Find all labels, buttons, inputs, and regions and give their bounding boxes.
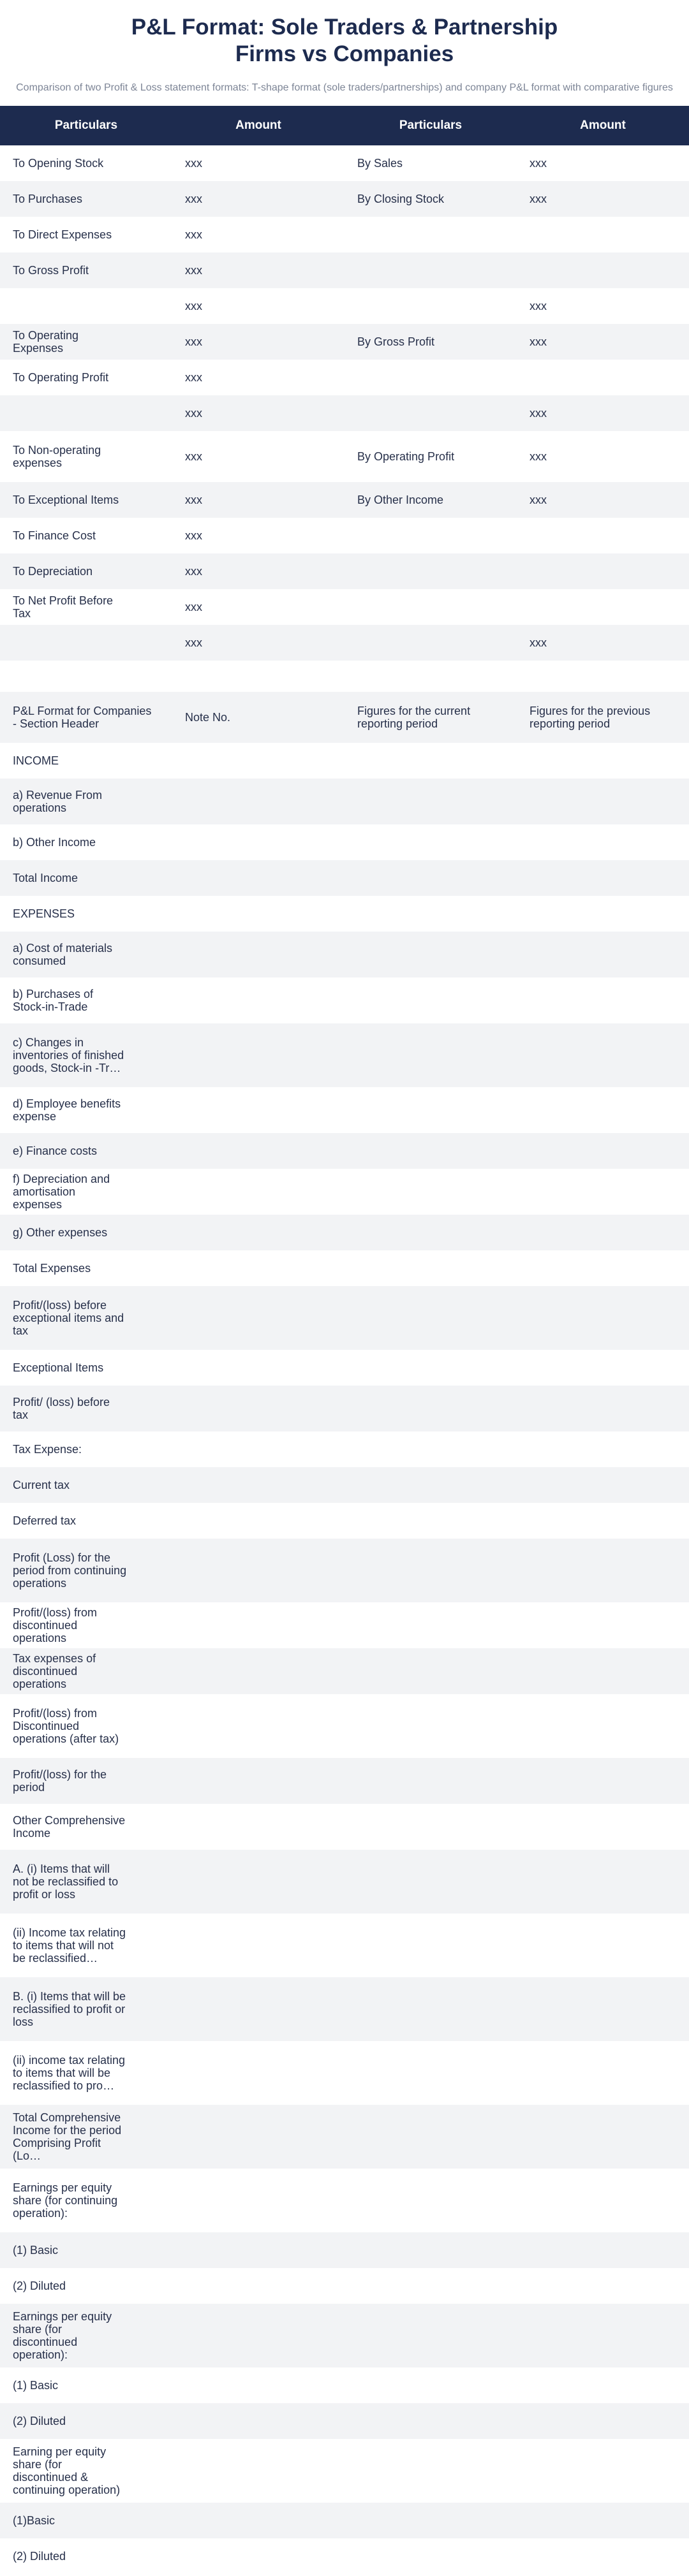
company-format-row <box>0 1850 689 1914</box>
company-row-empty-cell <box>172 932 344 977</box>
company-row-empty-cell <box>172 2304 344 2367</box>
company-format-row <box>0 1602 689 1648</box>
company-row-label: e) Finance costs <box>13 1145 98 1157</box>
company-row-empty-cell <box>517 1169 689 1215</box>
company-row-empty-cell <box>344 1250 517 1286</box>
company-row-empty-cell <box>172 743 344 779</box>
header-particulars-left: Particulars <box>54 119 118 132</box>
t-format-row <box>0 553 689 589</box>
company-row-empty-cell <box>344 1467 517 1503</box>
t-format-cell-particulars-left: To Opening Stock <box>13 157 104 170</box>
company-format-row <box>0 824 689 860</box>
company-row-empty-cell <box>517 1286 689 1350</box>
company-format-row <box>0 2041 689 2105</box>
company-row-empty-cell <box>344 779 517 824</box>
company-row-empty-cell <box>172 2503 344 2538</box>
company-row-empty-cell <box>172 779 344 824</box>
company-row-label: Deferred tax <box>13 1514 77 1527</box>
company-row-empty-cell <box>172 1286 344 1350</box>
company-row-empty-cell <box>344 1023 517 1087</box>
company-row-empty-cell <box>172 1215 344 1250</box>
company-row-label: b) Purchases of Stock-in-Trade <box>13 988 94 1013</box>
t-format-cell-particulars-right <box>344 360 517 395</box>
company-format-header-row <box>0 692 689 743</box>
company-row-empty-cell <box>517 2268 689 2304</box>
t-format-cell-amount-left: xxx <box>185 228 202 241</box>
company-format-row <box>0 2169 689 2232</box>
company-row-label: Exceptional Items <box>13 1361 104 1374</box>
t-format-cell-amount-right: xxx <box>530 494 547 506</box>
t-format-cell-particulars-left: To Gross Profit <box>13 264 89 277</box>
t-format-cell-amount-right: xxx <box>530 193 547 205</box>
company-format-row <box>0 1431 689 1467</box>
company-format-row <box>0 1467 689 1503</box>
company-row-label: (2) Diluted <box>13 2415 66 2427</box>
company-row-empty-cell <box>344 1804 517 1850</box>
t-format-cell-particulars-left: To Direct Expenses <box>13 228 112 241</box>
company-row-label: a) Revenue From operations <box>13 789 103 814</box>
company-row-empty-cell <box>344 1758 517 1804</box>
company-row-label: Profit/(loss) from Discontinued operations (after tax) <box>13 1707 119 1745</box>
t-format-cell-amount-left: xxx <box>185 565 202 578</box>
company-row-empty-cell <box>172 977 344 1023</box>
company-row-empty-cell <box>344 2304 517 2367</box>
company-format-row <box>0 1215 689 1250</box>
company-row-empty-cell <box>344 896 517 932</box>
t-format-row <box>0 288 689 324</box>
t-format-cell-particulars-left: To Finance Cost <box>13 529 96 542</box>
company-row-empty-cell <box>517 2403 689 2439</box>
company-format-row <box>0 932 689 977</box>
company-format-row <box>0 1350 689 1386</box>
company-row-label: Earnings per equity share (for discontinued operation): <box>13 2310 112 2361</box>
company-row-empty-cell <box>172 896 344 932</box>
company-row-empty-cell <box>344 1133 517 1169</box>
t-format-row <box>0 181 689 217</box>
company-row-label: (1) Basic <box>13 2244 59 2257</box>
company-row-empty-cell <box>517 1758 689 1804</box>
company-row-empty-cell <box>517 2538 689 2574</box>
company-format-row <box>0 2538 689 2574</box>
t-format-row <box>0 518 689 553</box>
company-row-empty-cell <box>172 1133 344 1169</box>
company-row-empty-cell <box>517 824 689 860</box>
header-amount-left: Amount <box>235 119 281 132</box>
company-row-empty-cell <box>517 1215 689 1250</box>
company-row-label: (ii) Income tax relating to items that will not be reclassified… <box>13 1926 126 1965</box>
t-format-cell-particulars-right <box>344 217 517 252</box>
t-format-cell-particulars-left <box>0 288 172 324</box>
t-format-cell-particulars-left: To Operating Profit <box>13 371 109 384</box>
company-row-empty-cell <box>172 2439 344 2503</box>
t-format-cell-amount-left: xxx <box>185 193 202 205</box>
company-row-empty-cell <box>344 1914 517 1977</box>
company-row-empty-cell <box>172 1386 344 1431</box>
t-format-cell-particulars-right: By Other Income <box>357 494 444 506</box>
company-row-empty-cell <box>517 2304 689 2367</box>
t-format-cell-amount-right: xxx <box>530 450 547 463</box>
company-row-empty-cell <box>172 1250 344 1286</box>
company-row-empty-cell <box>344 2232 517 2268</box>
t-format-cell-amount-left: xxx <box>185 407 202 420</box>
company-row-label: Tax Expense: <box>13 1443 82 1456</box>
company-row-empty-cell <box>172 2232 344 2268</box>
company-row-label: A. (i) Items that will not be reclassified to profit or loss <box>13 1862 119 1901</box>
t-format-cell-amount-right: xxx <box>530 300 547 312</box>
company-row-empty-cell <box>517 2439 689 2503</box>
company-row-empty-cell <box>344 2268 517 2304</box>
company-format-row <box>0 2503 689 2538</box>
company-row-label: Tax expenses of discontinued operations <box>13 1652 96 1690</box>
company-row-empty-cell <box>172 1914 344 1977</box>
company-row-empty-cell <box>517 1539 689 1602</box>
t-format-cell-particulars-left: To Exceptional Items <box>13 494 119 506</box>
t-format-cell-amount-left: xxx <box>185 529 202 542</box>
company-row-empty-cell <box>172 1602 344 1648</box>
company-row-empty-cell <box>517 1350 689 1386</box>
company-row-empty-cell <box>517 1804 689 1850</box>
t-format-cell-particulars-left <box>0 625 172 661</box>
t-format-row <box>0 482 689 518</box>
company-row-empty-cell <box>344 1386 517 1431</box>
company-row-label: a) Cost of materials consumed <box>13 942 113 967</box>
company-row-empty-cell <box>172 2538 344 2574</box>
t-format-cell-particulars-left: To Non-operating expenses <box>13 444 101 469</box>
t-format-cell-particulars-left <box>0 395 172 431</box>
company-row-empty-cell <box>517 1648 689 1694</box>
company-row-empty-cell <box>517 1694 689 1758</box>
company-row-label: EXPENSES <box>13 907 75 920</box>
company-row-empty-cell <box>172 1804 344 1850</box>
t-format-cell-amount-right: xxx <box>530 407 547 420</box>
company-format-row <box>0 1503 689 1539</box>
company-format-row <box>0 1133 689 1169</box>
company-format-row <box>0 2105 689 2169</box>
company-row-empty-cell <box>172 2105 344 2169</box>
company-row-empty-cell <box>172 1539 344 1602</box>
t-format-cell-particulars-right <box>344 553 517 589</box>
t-format-cell-amount-right <box>517 217 689 252</box>
t-format-cell-amount-right: xxx <box>530 335 547 348</box>
company-format-row <box>0 743 689 779</box>
company-row-empty-cell <box>517 1250 689 1286</box>
company-row-empty-cell <box>517 1133 689 1169</box>
company-previous-period-header: Figures for the previous reporting period <box>530 705 651 730</box>
t-format-cell-particulars-right <box>344 625 517 661</box>
company-row-label: Total Income <box>13 872 78 884</box>
company-row-empty-cell <box>172 2367 344 2403</box>
company-format-row <box>0 1539 689 1602</box>
t-format-cell-amount-left: xxx <box>185 264 202 277</box>
company-row-empty-cell <box>344 1602 517 1648</box>
company-row-empty-cell <box>344 2367 517 2403</box>
company-format-row <box>0 896 689 932</box>
t-format-cell-amount-left: xxx <box>185 494 202 506</box>
company-row-empty-cell <box>172 1467 344 1503</box>
company-row-empty-cell <box>172 1648 344 1694</box>
t-format-cell-particulars-right <box>344 395 517 431</box>
t-format-cell-particulars-right: By Operating Profit <box>357 450 455 463</box>
t-format-cell-amount-right <box>517 553 689 589</box>
t-format-cell-particulars-right <box>344 252 517 288</box>
t-format-row <box>0 145 689 181</box>
company-row-empty-cell <box>344 2105 517 2169</box>
company-row-label: Other Comprehensive Income <box>13 1814 126 1840</box>
company-row-empty-cell <box>344 2041 517 2105</box>
company-row-empty-cell <box>344 932 517 977</box>
company-format-row <box>0 1977 689 2041</box>
company-format-row <box>0 2304 689 2367</box>
company-row-empty-cell <box>344 2439 517 2503</box>
t-format-cell-amount-right: xxx <box>530 157 547 170</box>
company-row-empty-cell <box>344 1431 517 1467</box>
company-row-label: Total Expenses <box>13 1262 91 1275</box>
company-note-no-header: Note No. <box>185 711 231 724</box>
company-row-empty-cell <box>517 1977 689 2041</box>
t-format-row <box>0 252 689 288</box>
company-row-label: (1) Basic <box>13 2379 59 2392</box>
company-format-row <box>0 2439 689 2503</box>
company-row-label: Profit/ (loss) before tax <box>13 1396 110 1421</box>
company-row-label: Current tax <box>13 1479 70 1491</box>
company-row-empty-cell <box>344 743 517 779</box>
company-row-empty-cell <box>517 2105 689 2169</box>
company-row-empty-cell <box>172 2169 344 2232</box>
company-row-empty-cell <box>344 1539 517 1602</box>
company-row-empty-cell <box>344 860 517 896</box>
header-particulars-right: Particulars <box>399 119 463 132</box>
company-row-empty-cell <box>517 1087 689 1133</box>
company-row-empty-cell <box>517 1467 689 1503</box>
company-row-empty-cell <box>172 1087 344 1133</box>
t-format-row <box>0 217 689 252</box>
company-row-empty-cell <box>344 824 517 860</box>
t-format-cell-particulars-left: To Purchases <box>13 193 83 205</box>
company-row-empty-cell <box>344 1977 517 2041</box>
company-row-empty-cell <box>344 1286 517 1350</box>
company-format-row <box>0 1286 689 1350</box>
company-row-label: (ii) income tax relating to items that will be reclassified to pro… <box>13 2054 126 2092</box>
company-row-empty-cell <box>517 1386 689 1431</box>
company-row-empty-cell <box>344 2538 517 2574</box>
company-row-label: f) Depreciation and amortisation expenses <box>13 1173 110 1211</box>
company-format-row <box>0 1648 689 1694</box>
company-row-empty-cell <box>172 860 344 896</box>
company-current-period-header: Figures for the current reporting period <box>357 705 471 730</box>
t-format-cell-amount-right <box>517 360 689 395</box>
company-row-empty-cell <box>344 977 517 1023</box>
company-row-empty-cell <box>344 1350 517 1386</box>
company-format-row <box>0 2403 689 2439</box>
company-row-empty-cell <box>344 1694 517 1758</box>
company-format-row <box>0 977 689 1023</box>
t-format-cell-amount-right <box>517 518 689 553</box>
t-format-cell-amount-left: xxx <box>185 157 202 170</box>
t-format-cell-amount-right: xxx <box>530 636 547 649</box>
company-row-empty-cell <box>172 1350 344 1386</box>
company-row-empty-cell <box>172 2041 344 2105</box>
company-row-empty-cell <box>517 2041 689 2105</box>
company-section-header: P&L Format for Companies - Section Header <box>13 705 152 730</box>
company-row-empty-cell <box>517 2169 689 2232</box>
company-row-empty-cell <box>517 977 689 1023</box>
company-row-empty-cell <box>344 1087 517 1133</box>
company-row-empty-cell <box>344 1648 517 1694</box>
company-row-empty-cell <box>517 2503 689 2538</box>
company-row-empty-cell <box>172 1023 344 1087</box>
company-row-empty-cell <box>344 1850 517 1914</box>
company-row-label: Profit/(loss) before exceptional items and tax <box>13 1299 124 1337</box>
header-amount-right: Amount <box>580 119 626 132</box>
t-format-cell-amount-right <box>517 252 689 288</box>
t-format-cell-particulars-right <box>344 589 517 625</box>
company-row-label: Earnings per equity share (for continuing operation): <box>13 2181 118 2220</box>
company-row-label: Profit/(loss) for the period <box>13 1768 107 1794</box>
t-format-header-row <box>0 106 689 145</box>
company-row-label: B. (i) Items that will be reclassified to profit or loss <box>13 1990 126 2028</box>
t-format-row <box>0 324 689 360</box>
company-row-label: (2) Diluted <box>13 2280 66 2292</box>
company-row-empty-cell <box>517 779 689 824</box>
company-row-label: Profit (Loss) for the period from continuing operations <box>13 1551 127 1590</box>
company-row-label: Profit/(loss) from discontinued operations <box>13 1606 98 1644</box>
company-format-row <box>0 1758 689 1804</box>
t-format-cell-amount-left: xxx <box>185 300 202 312</box>
company-row-empty-cell <box>517 1602 689 1648</box>
page-title: P&L Format: Sole Traders & Partnership Firms vs Companies <box>131 15 558 66</box>
t-format-cell-particulars-left: To Depreciation <box>13 565 93 578</box>
company-row-empty-cell <box>344 1169 517 1215</box>
company-row-empty-cell <box>517 1431 689 1467</box>
t-format-cell-particulars-right <box>344 288 517 324</box>
t-format-cell-particulars-right: By Sales <box>357 157 403 170</box>
company-row-empty-cell <box>344 1503 517 1539</box>
company-row-empty-cell <box>344 2169 517 2232</box>
company-row-label: Total Comprehensive Income for the period Comprising Profit (Lo… <box>13 2111 122 2162</box>
company-row-label: (2) Diluted <box>13 2550 66 2563</box>
company-row-label: (1)Basic <box>13 2514 56 2527</box>
company-row-empty-cell <box>344 2503 517 2538</box>
company-format-row <box>0 860 689 896</box>
t-format-row <box>0 360 689 395</box>
company-row-empty-cell <box>517 1850 689 1914</box>
t-format-cell-particulars-right: By Gross Profit <box>357 335 435 348</box>
company-row-empty-cell <box>172 1758 344 1804</box>
t-format-cell-particulars-right: By Closing Stock <box>357 193 445 205</box>
company-row-empty-cell <box>172 1503 344 1539</box>
company-row-empty-cell <box>517 2367 689 2403</box>
t-format-cell-amount-right <box>517 589 689 625</box>
table-spacer <box>0 661 689 692</box>
company-row-empty-cell <box>517 1023 689 1087</box>
t-format-cell-particulars-right <box>344 518 517 553</box>
t-format-cell-particulars-left: To Net Profit Before Tax <box>13 594 114 620</box>
t-format-row <box>0 395 689 431</box>
company-row-empty-cell <box>172 1694 344 1758</box>
company-row-label: b) Other Income <box>13 836 96 849</box>
company-format-row <box>0 1169 689 1215</box>
t-format-row <box>0 431 689 482</box>
company-row-empty-cell <box>172 2403 344 2439</box>
company-row-empty-cell <box>517 1914 689 1977</box>
company-row-empty-cell <box>517 860 689 896</box>
company-row-empty-cell <box>172 1850 344 1914</box>
t-format-cell-amount-left: xxx <box>185 601 202 613</box>
company-format-row <box>0 779 689 824</box>
company-row-label: INCOME <box>13 754 59 767</box>
t-format-table-body <box>0 145 689 661</box>
company-row-empty-cell <box>517 2232 689 2268</box>
company-format-row <box>0 1804 689 1850</box>
t-format-cell-amount-left: xxx <box>185 450 202 463</box>
company-row-label: g) Other expenses <box>13 1226 108 1239</box>
t-format-cell-amount-left: xxx <box>185 636 202 649</box>
t-format-row <box>0 625 689 661</box>
company-row-empty-cell <box>517 932 689 977</box>
company-format-row <box>0 1087 689 1133</box>
company-row-empty-cell <box>344 2403 517 2439</box>
company-row-empty-cell <box>172 2268 344 2304</box>
company-row-empty-cell <box>517 1503 689 1539</box>
t-format-cell-particulars-left: To Operating Expenses <box>13 329 79 355</box>
page-subtitle: Comparison of two Profit & Loss statement formats: T-shape format (sole traders/partnerships) and company P&L format with comparative figures <box>16 82 673 93</box>
t-format-row <box>0 589 689 625</box>
company-format-row <box>0 1250 689 1286</box>
company-row-label: d) Employee benefits expense <box>13 1097 121 1123</box>
company-row-label: c) Changes in inventories of finished goods, Stock-in -Tr… <box>13 1036 124 1074</box>
company-row-empty-cell <box>517 896 689 932</box>
company-row-empty-cell <box>344 1215 517 1250</box>
company-row-label: Earning per equity share (for discontinued & continuing operation) <box>13 2445 121 2496</box>
company-row-empty-cell <box>517 743 689 779</box>
company-format-row <box>0 2367 689 2403</box>
company-format-row <box>0 2268 689 2304</box>
t-format-cell-amount-left: xxx <box>185 371 202 384</box>
company-format-row <box>0 2232 689 2268</box>
company-format-table-body <box>0 743 689 2574</box>
company-format-row <box>0 1023 689 1087</box>
company-format-row <box>0 1914 689 1977</box>
company-row-empty-cell <box>172 824 344 860</box>
company-row-empty-cell <box>172 1977 344 2041</box>
company-format-row <box>0 1694 689 1758</box>
company-row-empty-cell <box>172 1431 344 1467</box>
t-format-cell-amount-left: xxx <box>185 335 202 348</box>
company-row-empty-cell <box>172 1169 344 1215</box>
company-format-row <box>0 1386 689 1431</box>
